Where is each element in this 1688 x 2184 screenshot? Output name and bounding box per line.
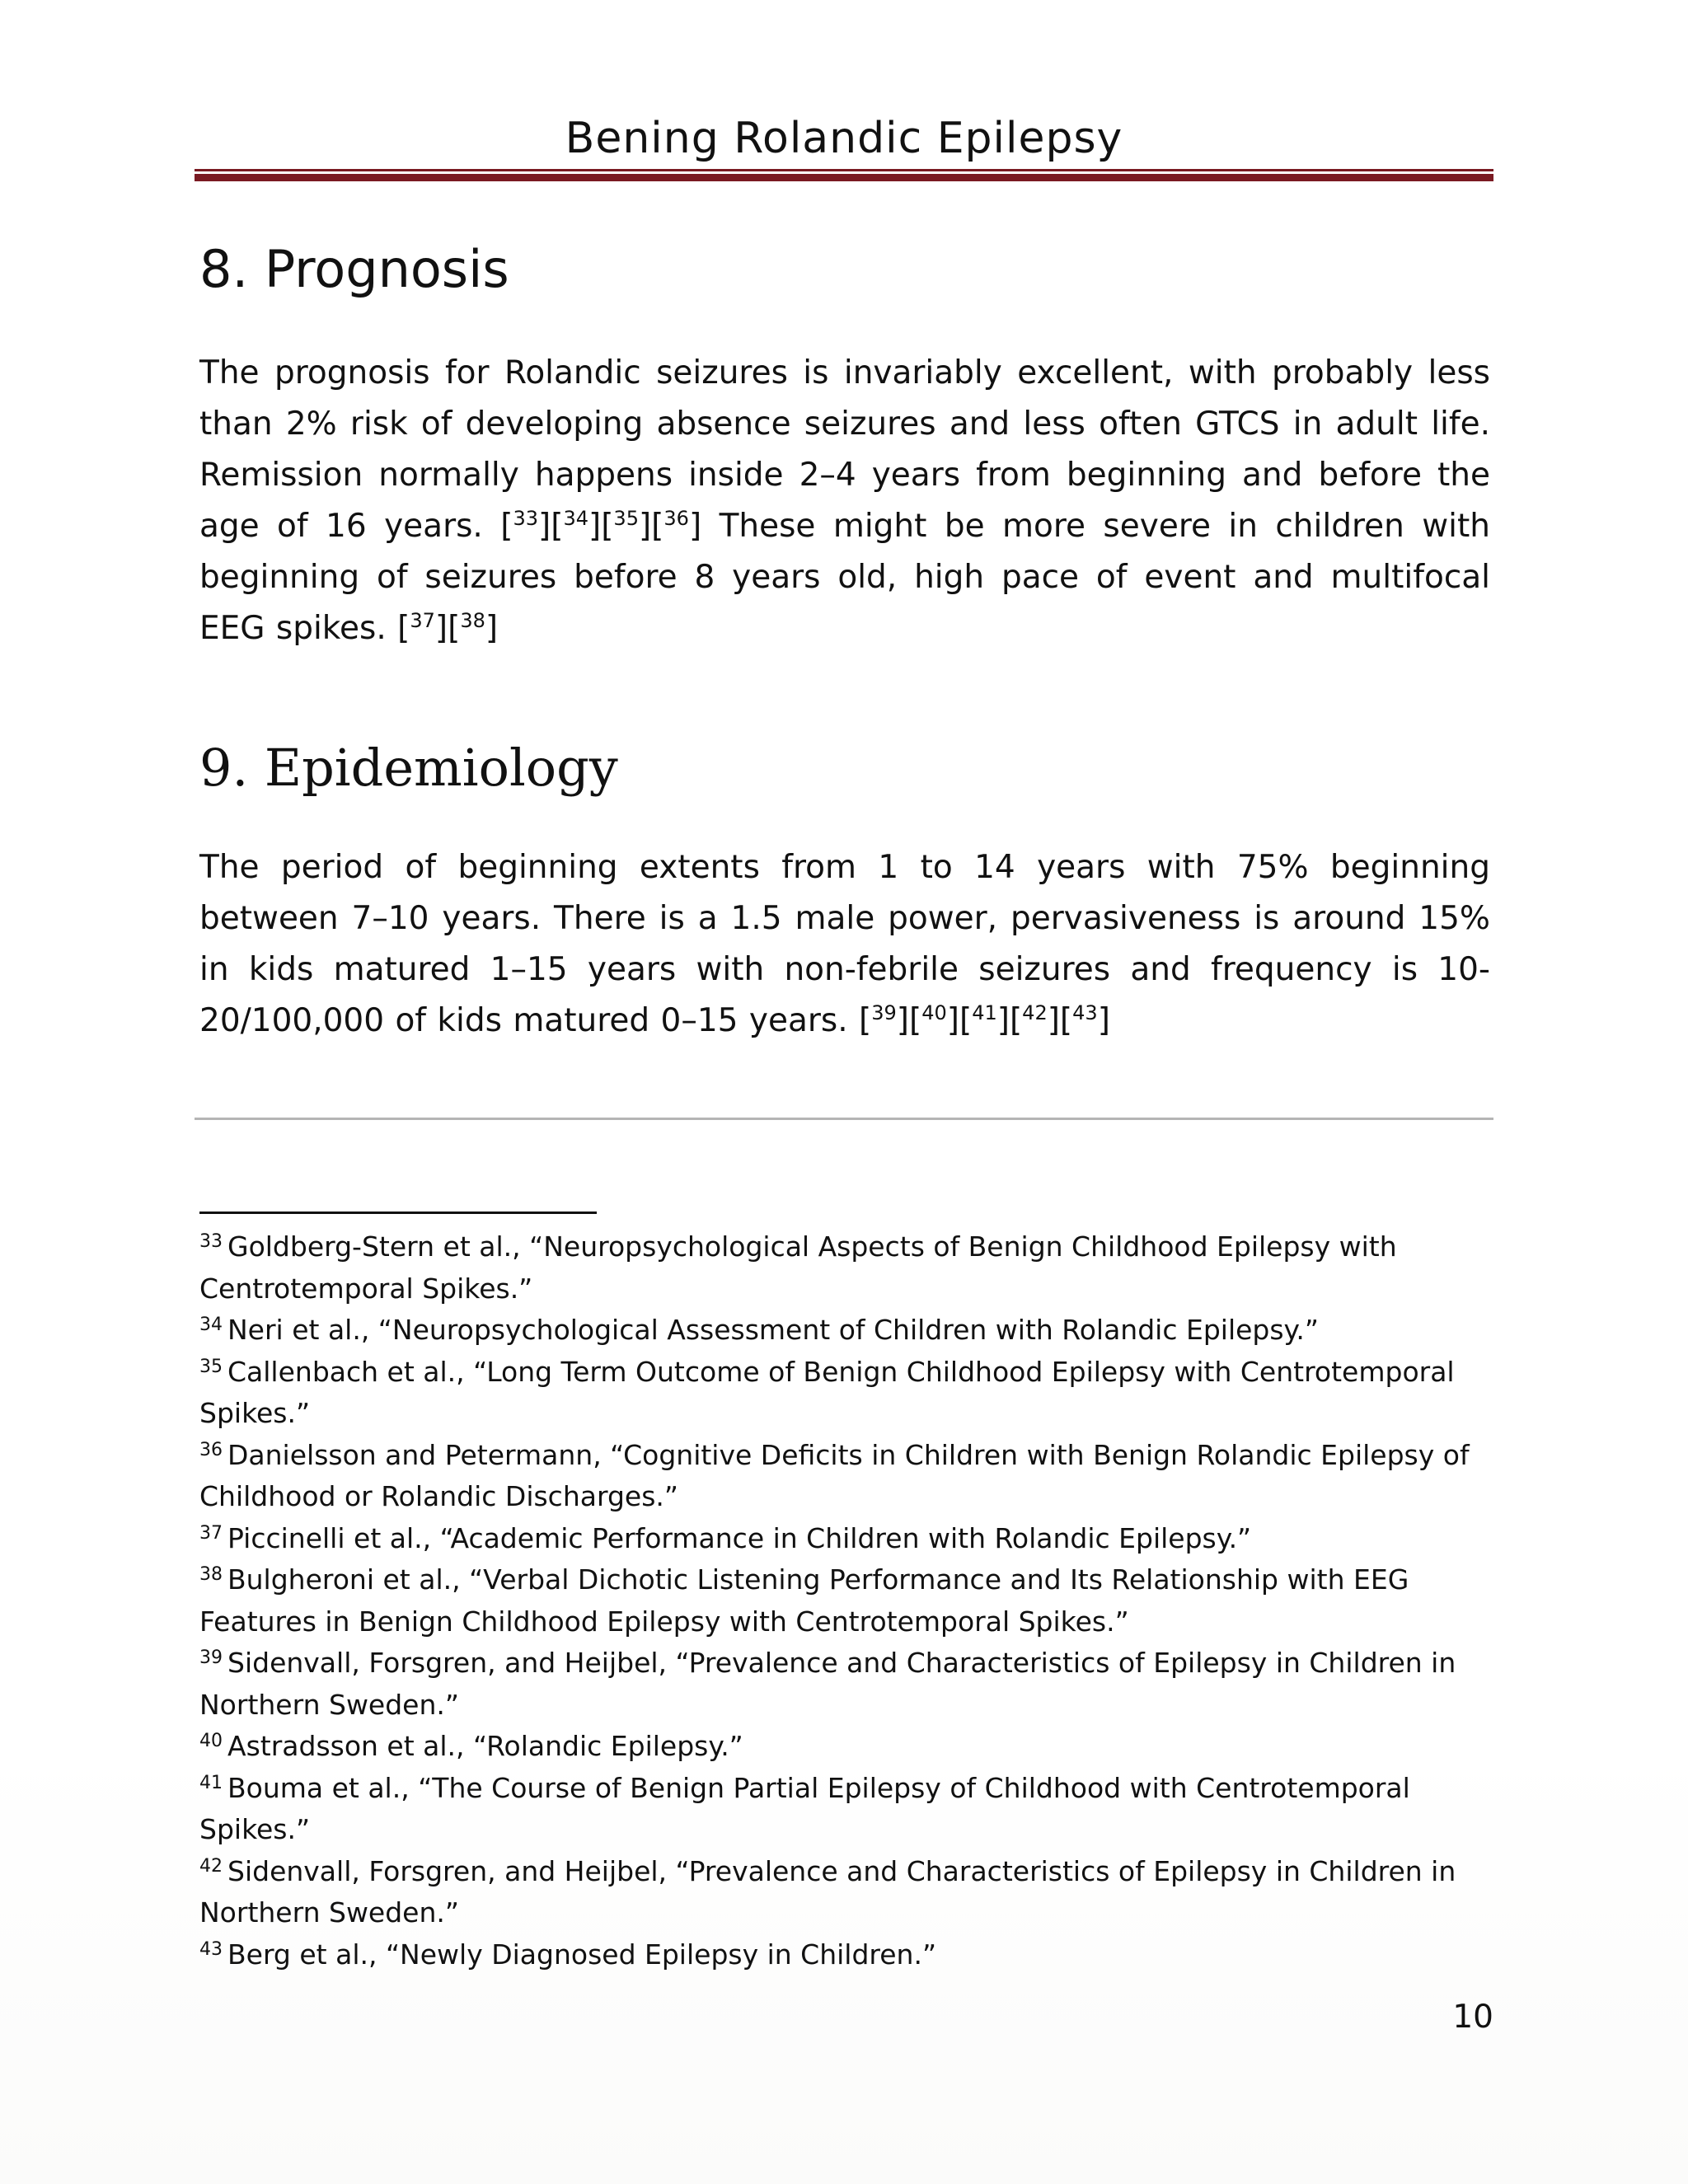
citation-ref: 40 <box>921 1001 947 1024</box>
citation-ref: 37 <box>410 609 435 632</box>
text-run: ][ <box>996 1002 1023 1039</box>
footnote-text: Astradsson et al., “Rolandic Epilepsy.” <box>227 1730 743 1762</box>
footnote-separator <box>199 1212 597 1214</box>
footnote-number: 36 <box>199 1439 223 1460</box>
footnote-text: Sidenvall, Forsgren, and Heijbel, “Prevalence and Characteristics of Epilepsy in Children in Northern Sweden.” <box>199 1854 1456 1929</box>
text-run: ][ <box>1047 1002 1073 1039</box>
footnote <box>199 1352 1485 1435</box>
footnote-text: Danielsson and Petermann, “Cognitive Deficits in Children with Benign Rolandic Epilepsy of Childhood or Rolandic Discharges.” <box>199 1438 1470 1512</box>
footnote <box>199 1726 1485 1768</box>
paragraph-epidemiology <box>199 842 1490 1047</box>
footnote <box>199 1643 1485 1726</box>
footnote-text: Callenbach et al., “Long Term Outcome of Benign Childhood Epilepsy with Centrotemporal Spikes.” <box>199 1355 1455 1429</box>
citation-ref: 38 <box>460 609 485 632</box>
footnote <box>199 1310 1485 1352</box>
text-run: ][ <box>538 508 564 545</box>
footnote <box>199 1851 1485 1934</box>
footnote <box>199 1934 1485 1976</box>
text-run: ] <box>485 610 499 647</box>
content-divider <box>195 1118 1493 1120</box>
footnote <box>199 1768 1485 1851</box>
footnote-text: Bulgheroni et al., “Verbal Dichotic Listening Performance and Its Relationship with EEG Features in Benign Childhood Epilepsy with Centrotemporal Spikes.” <box>199 1563 1409 1638</box>
footnote-text: Bouma et al., “The Course of Benign Partial Epilepsy of Childhood with Centrotemporal Spikes.” <box>199 1771 1410 1845</box>
footnote-number: 41 <box>199 1772 223 1793</box>
citation-ref: 42 <box>1022 1001 1048 1024</box>
text-run: ][ <box>896 1002 922 1039</box>
citation-ref: 33 <box>513 507 538 530</box>
text-run: The period of beginning extents from 1 to 14 years with 75% beginning between 7–10 years. There is a 1.5 male power, pervasiveness is around 15% in kids matured 1–15 years with non-febrile seizures and frequency is 10-20/100,000 of kids matured 0–15 years. [ <box>199 849 1490 1039</box>
citation-ref: 36 <box>663 507 689 530</box>
paragraph-prognosis <box>199 348 1490 654</box>
text-run: ] These might be more severe in children with beginning of seizures before 8 years old, high pace of event and multifocal EEG spikes. [ <box>199 508 1490 647</box>
text-run: ][ <box>588 508 614 545</box>
running-header: Bening Rolandic Epilepsy <box>565 114 1123 163</box>
text-run: ][ <box>946 1002 973 1039</box>
footnote-number: 40 <box>199 1731 223 1751</box>
citation-ref: 43 <box>1072 1001 1098 1024</box>
footnote-number: 37 <box>199 1522 223 1544</box>
footnote <box>199 1435 1485 1518</box>
footnote-number: 35 <box>199 1356 223 1377</box>
footnote-text: Goldberg-Stern et al., “Neuropsychological Aspects of Benign Childhood Epilepsy with Centrotemporal Spikes.” <box>199 1230 1397 1305</box>
footnote-text: Berg et al., “Newly Diagnosed Epilepsy in Children.” <box>227 1938 937 1971</box>
header-rule-thick <box>195 174 1493 181</box>
text-run: ] <box>1097 1002 1110 1039</box>
text-run: The prognosis for Rolandic seizures is invariably excellent, with probably less than 2% risk of developing absence seizures and less often GTCS in adult life. Remission normally happens inside 2–4 years from beginning and before the age of 16 years. [ <box>199 354 1490 545</box>
footnote-number: 43 <box>199 1938 223 1960</box>
text-run: ][ <box>638 508 664 545</box>
text-run: ][ <box>434 610 461 647</box>
footnote-number: 38 <box>199 1564 223 1585</box>
citation-ref: 34 <box>563 507 588 530</box>
footnote <box>199 1226 1485 1310</box>
page-number: 10 <box>1452 1999 1493 2036</box>
section-title-epidemiology: 9. Epidemiology <box>199 738 618 798</box>
footnote-number: 42 <box>199 1855 223 1877</box>
footnote-number: 34 <box>199 1315 223 1335</box>
footnote <box>199 1559 1485 1643</box>
footnote-text: Piccinelli et al., “Academic Performance in Children with Rolandic Epilepsy.” <box>227 1521 1252 1554</box>
footnote-number: 39 <box>199 1647 223 1668</box>
footnote <box>199 1518 1485 1560</box>
footnote-list <box>199 1226 1485 1975</box>
footnote-text: Neri et al., “Neuropsychological Assessment of Children with Rolandic Epilepsy.” <box>227 1314 1319 1346</box>
footnote-text: Sidenvall, Forsgren, and Heijbel, “Prevalence and Characteristics of Epilepsy in Children in Northern Sweden.” <box>199 1647 1456 1721</box>
footnote-number: 33 <box>199 1231 223 1252</box>
section-title-prognosis: 8. Prognosis <box>199 239 509 299</box>
citation-ref: 35 <box>613 507 639 530</box>
citation-ref: 39 <box>871 1001 897 1024</box>
header-rule-thin <box>195 169 1493 171</box>
citation-ref: 41 <box>972 1001 997 1024</box>
